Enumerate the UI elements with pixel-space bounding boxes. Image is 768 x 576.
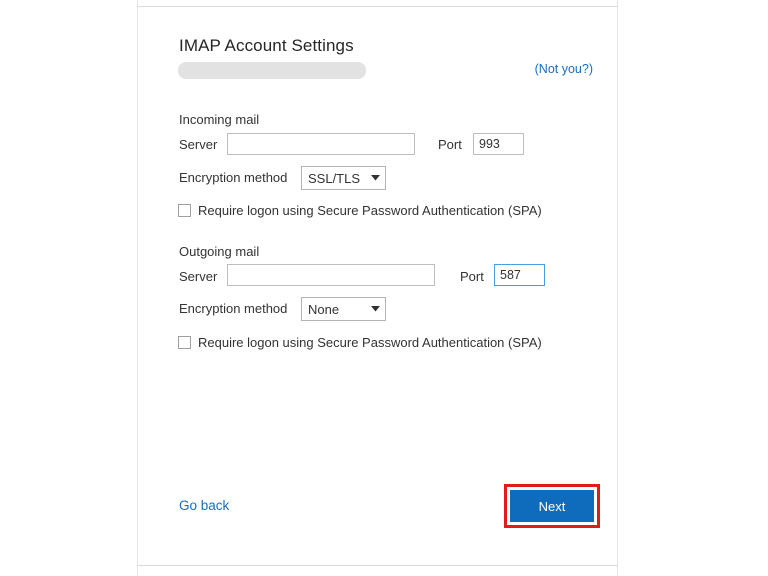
page-title: IMAP Account Settings: [179, 36, 354, 55]
left-gutter: [0, 0, 137, 576]
incoming-port-label: Port: [438, 137, 462, 152]
imap-account-settings-dialog: [137, 0, 618, 576]
incoming-port-input[interactable]: [473, 133, 524, 155]
incoming-server-label: Server: [179, 137, 218, 152]
outgoing-mail-heading: Outgoing mail: [179, 244, 260, 259]
incoming-encryption-label: Encryption method: [179, 170, 288, 185]
incoming-encryption-value: SSL/TLS: [308, 170, 361, 186]
outgoing-server-label: Server: [179, 269, 218, 284]
dialog-top-divider: [138, 6, 617, 7]
incoming-server-input[interactable]: [227, 133, 415, 155]
incoming-mail-heading: Incoming mail: [179, 112, 260, 127]
chevron-down-icon: [365, 167, 385, 189]
outgoing-port-label: Port: [460, 269, 484, 284]
outgoing-spa-checkbox[interactable]: [178, 336, 191, 349]
outgoing-server-input[interactable]: [227, 264, 435, 286]
outgoing-spa-label: Require logon using Secure Password Authentication (SPA): [198, 335, 542, 350]
outgoing-port-input[interactable]: [494, 264, 545, 286]
not-you-link[interactable]: (Not you?): [534, 62, 593, 76]
account-email-redacted: [178, 62, 366, 79]
incoming-encryption-select[interactable]: [301, 166, 386, 190]
outgoing-encryption-value: None: [308, 301, 340, 317]
next-button[interactable]: Next: [510, 490, 594, 522]
go-back-link[interactable]: Go back: [179, 498, 230, 513]
incoming-spa-checkbox[interactable]: [178, 204, 191, 217]
outgoing-encryption-select[interactable]: [301, 297, 386, 321]
right-gutter: [616, 0, 768, 576]
outgoing-encryption-label: Encryption method: [179, 301, 288, 316]
incoming-spa-label: Require logon using Secure Password Authentication (SPA): [198, 203, 542, 218]
chevron-down-icon: [365, 298, 385, 320]
dialog-bottom-divider: [138, 565, 617, 566]
